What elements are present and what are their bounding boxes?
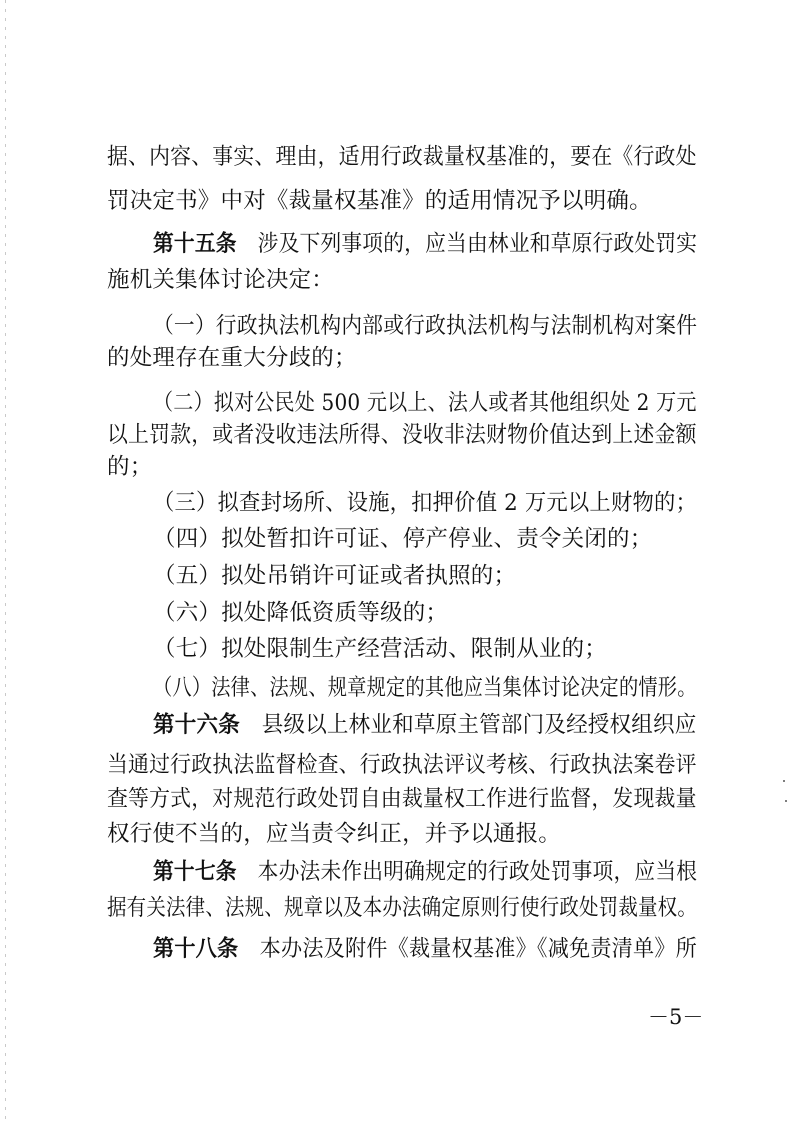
list-item-7: （七）拟处限制生产经营活动、限制从业的； [153, 636, 608, 662]
article-18-line [153, 934, 697, 964]
text-line: 的处理存在重大分歧的； [107, 345, 357, 371]
article-16-text: 县级以上林业和草原主管部门及经授权组织应 [261, 712, 697, 738]
article-15-heading: 第十五条 [153, 231, 237, 257]
article-16-heading: 第十六条 [153, 712, 240, 738]
page-number: －5－ [648, 1005, 704, 1029]
text-line: 据有关法律、法规、规章以及本办法确定原则行使行政处罚裁量权。 [107, 895, 698, 921]
text-line: 查等方式，对规范行政处罚自由裁量权工作进行监督，发现裁量 [107, 786, 697, 812]
list-item-3: （三）拟查封场所、设施，扣押价值 2 万元以上财物的； [153, 490, 698, 516]
scan-speck [783, 780, 785, 782]
article-18-text: 本办法及附件《裁量权基准》《减免责清单》所 [259, 936, 697, 962]
list-item-2: （二）拟对公民处 500 元以上、法人或者其他组织处 2 万元 [153, 390, 697, 416]
list-item-4: （四）拟处暂扣许可证、停产停业、责令关闭的； [153, 526, 653, 552]
article-15-text: 涉及下列事项的，应当由林业和草原行政处罚实 [257, 231, 698, 257]
article-16-line [153, 710, 697, 740]
text-line: 施机关集体讨论决定： [107, 267, 335, 293]
article-15-line [153, 229, 697, 259]
text-line: 当通过行政执法监督检查、行政执法评议考核、行政执法案卷评 [107, 752, 697, 778]
list-item-6: （六）拟处降低资质等级的； [153, 600, 449, 626]
scan-speck [785, 800, 787, 802]
text-line: 权行使不当的，应当责令纠正，并予以通报。 [107, 821, 562, 847]
article-17-text: 本办法未作出明确规定的行政处罚事项，应当根 [257, 859, 698, 885]
text-line: 据、内容、事实、理由，适用行政裁量权基准的，要在《行政处 [107, 144, 697, 170]
list-item-1: （一）行政执法机构内部或行政执法机构与法制机构对案件 [153, 313, 698, 339]
article-18-heading: 第十八条 [153, 936, 239, 962]
list-item-8: （八）法律、法规、规章规定的其他应当集体讨论决定的情形。 [153, 675, 697, 701]
article-17-heading: 第十七条 [153, 859, 237, 885]
list-item-5: （五）拟处吊销许可证或者执照的； [153, 563, 517, 589]
text-line: 的； [107, 454, 153, 480]
scan-edge-mark [5, 0, 6, 1122]
text-line: 以上罚款，或者没收违法所得、没收非法财物价值达到上述金额 [107, 422, 697, 448]
article-17-line [153, 857, 697, 887]
text-line: 罚决定书》中对《裁量权基准》的适用情况予以明确。 [107, 188, 652, 214]
